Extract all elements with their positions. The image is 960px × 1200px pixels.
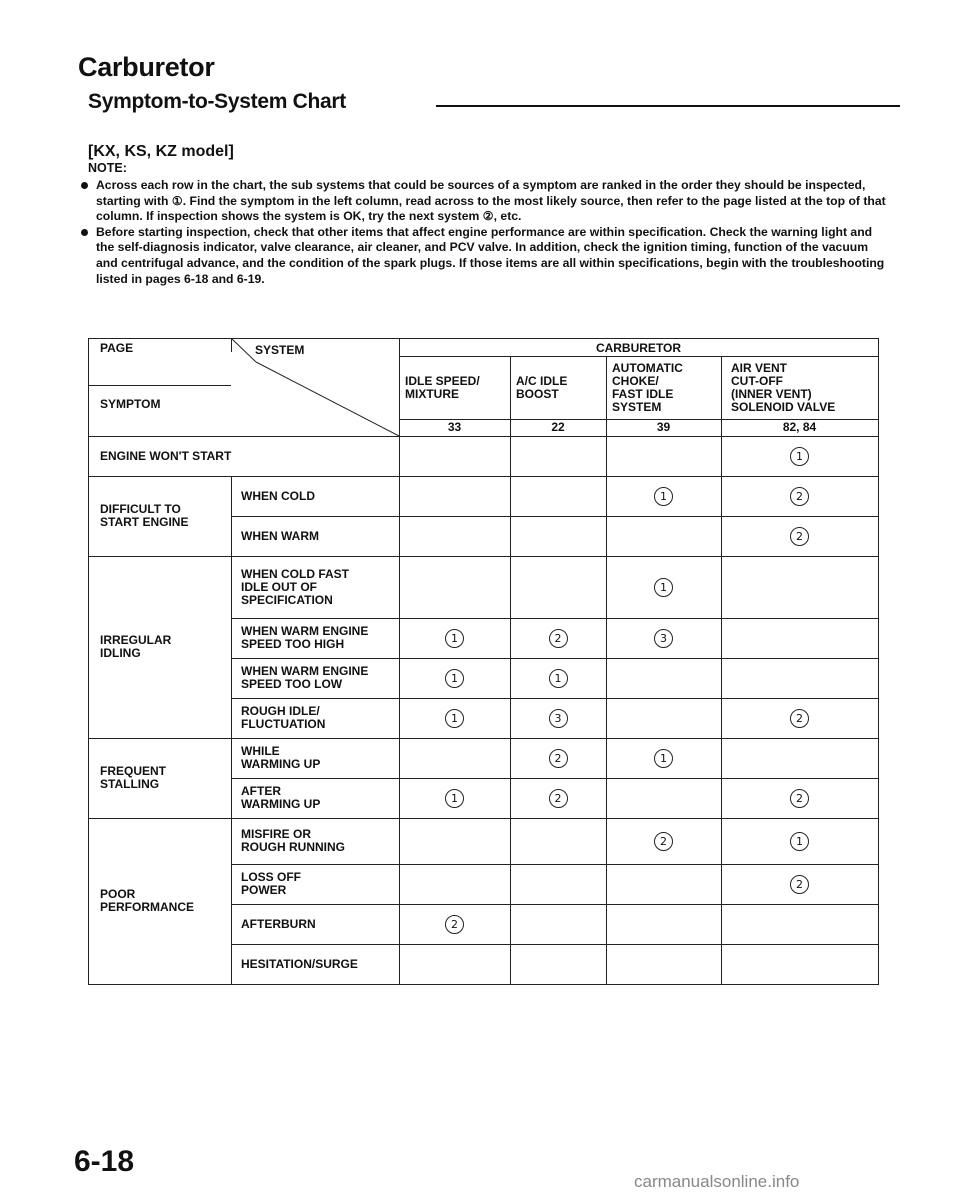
model-label: [KX, KS, KZ model] [88, 143, 234, 160]
rank-circle: 1 [549, 669, 568, 688]
rank-cell [721, 556, 878, 618]
rank-cell [510, 516, 606, 556]
rank-circle: 1 [445, 629, 464, 648]
rank-circle: 1 [654, 749, 673, 768]
rank-cell [510, 436, 606, 476]
rank-cell [606, 436, 721, 476]
rank-cell [606, 818, 721, 864]
rank-cell [721, 864, 878, 904]
rank-cell [606, 904, 721, 944]
rank-circle: 3 [549, 709, 568, 728]
symptom-sub-label: WHEN WARM ENGINE SPEED TOO HIGH [241, 624, 369, 651]
symptom-group-label: FREQUENT STALLING [100, 764, 166, 791]
rank-cell [721, 516, 878, 556]
rank-cell [399, 658, 510, 698]
sub-divider [231, 818, 232, 984]
bullet-icon [81, 182, 88, 189]
rank-circle: 2 [790, 527, 809, 546]
rank-circle: 1 [790, 832, 809, 851]
body-column-divider [721, 436, 722, 984]
rank-circle: 3 [654, 629, 673, 648]
rank-cell [721, 738, 878, 778]
rank-cell [510, 618, 606, 658]
symptom-group-label: IRREGULAR IDLING [100, 633, 172, 660]
rank-cell [606, 864, 721, 904]
body-column-divider [510, 436, 511, 984]
rank-cell [399, 436, 510, 476]
rank-cell [399, 944, 510, 984]
chart-subtitle: Symptom-to-System Chart [88, 90, 346, 113]
rank-cell [721, 944, 878, 984]
rank-cell [510, 658, 606, 698]
symptom-group-label: DIFFICULT TO START ENGINE [100, 502, 189, 529]
rank-cell [399, 698, 510, 738]
symptom-sub-label: WHEN WARM ENGINE SPEED TOO LOW [241, 664, 369, 691]
body-column-divider [399, 436, 400, 984]
rank-cell [606, 658, 721, 698]
rank-cell [510, 904, 606, 944]
sub-divider [231, 556, 232, 738]
rank-cell [721, 904, 878, 944]
symptom-group-label: ENGINE WON'T START [100, 448, 232, 463]
symptom-sub-label: LOSS OFF POWER [241, 870, 301, 897]
corner-page-label: PAGE [100, 340, 134, 355]
symptom-sub-label: HESITATION/SURGE [241, 956, 358, 971]
symptom-sub-label: WHEN COLD [241, 488, 315, 503]
symptom-sub-label: AFTERBURN [241, 916, 316, 931]
rank-cell [606, 698, 721, 738]
sub-divider [231, 476, 232, 556]
diagonal-line [256, 362, 399, 436]
rank-cell [721, 778, 878, 818]
corner-symptom-label: SYMPTOM [100, 396, 161, 411]
column-page: 39 [656, 420, 671, 434]
rank-cell [399, 516, 510, 556]
note-label: NOTE: [88, 161, 127, 175]
rank-cell [606, 556, 721, 618]
note-item [78, 225, 886, 287]
rank-circle: 2 [790, 875, 809, 894]
rank-cell [510, 738, 606, 778]
note-text: Across each row in the chart, the sub systems that could be sources of a symptom are ranked in the order they should be inspected, starting with ①. Find the symptom in the left column, read across to the most likely source, then refer to the page listed at the top of that column. If inspection shows the system is OK, try the next system ②, etc. [96, 178, 886, 224]
rank-cell [399, 618, 510, 658]
column-label: AUTOMATIC CHOKE/ FAST IDLE SYSTEM [612, 360, 683, 414]
rank-cell [721, 658, 878, 698]
bullet-icon [81, 229, 88, 236]
rank-circle: 2 [654, 832, 673, 851]
rank-circle: 2 [790, 709, 809, 728]
rank-cell [510, 864, 606, 904]
note-item [78, 178, 886, 225]
rank-cell [399, 738, 510, 778]
column-page: 22 [551, 420, 565, 434]
rank-cell [721, 698, 878, 738]
rank-circle: 2 [790, 487, 809, 506]
body-column-divider [606, 436, 607, 984]
symptom-sub-label: WHEN COLD FAST IDLE OUT OF SPECIFICATION [241, 566, 349, 607]
watermark: carmanualsonline.info [634, 1172, 800, 1191]
rank-circle: 2 [549, 789, 568, 808]
symptom-sub-label: MISFIRE OR ROUGH RUNNING [241, 827, 345, 854]
column-label: A/C IDLE BOOST [516, 373, 568, 401]
rank-cell [399, 556, 510, 618]
rank-cell [606, 476, 721, 516]
symptom-group-label: POOR PERFORMANCE [100, 887, 195, 914]
page-title: Carburetor [78, 52, 215, 82]
column-page: 33 [447, 420, 462, 434]
rank-cell [606, 738, 721, 778]
rank-circle: 2 [790, 789, 809, 808]
rank-circle: 1 [790, 447, 809, 466]
rank-circle: 2 [549, 749, 568, 768]
rank-circle: 2 [445, 915, 464, 934]
rank-cell [606, 516, 721, 556]
rank-cell [399, 818, 510, 864]
rank-circle: 1 [654, 487, 673, 506]
rank-cell [721, 818, 878, 864]
rank-circle: 1 [445, 709, 464, 728]
rank-cell [399, 904, 510, 944]
carburetor-group-header: CARBURETOR [595, 340, 682, 355]
rank-cell [510, 556, 606, 618]
symptom-sub-label: WHEN WARM [241, 528, 319, 543]
symptom-sub-label: ROUGH IDLE/ FLUCTUATION [241, 704, 326, 731]
rank-cell [510, 944, 606, 984]
notes-list [78, 178, 886, 287]
rank-cell [606, 618, 721, 658]
rank-circle: 2 [549, 629, 568, 648]
rank-cell [721, 436, 878, 476]
rank-circle: 1 [654, 578, 673, 597]
rank-cell [399, 476, 510, 516]
rank-circle: 1 [445, 789, 464, 808]
title-rule [436, 105, 900, 107]
note-text: Before starting inspection, check that other items that affect engine performance are within specification. Check the warning light and the self-diagnosis indicator, valve clearance, air cleaner, and PCV valve. In addition, check the ignition timing, function of the vacuum and centrifugal advance, and the condition of the spark plugs. If those items are all within specifications, begin with the troubleshooting listed in pages 6-18 and 6-19. [96, 224, 885, 286]
rank-circle: 1 [445, 669, 464, 688]
symptom-sub-label: AFTER WARMING UP [241, 784, 321, 811]
rank-cell [606, 944, 721, 984]
rank-cell [510, 778, 606, 818]
rank-cell [510, 476, 606, 516]
table-border-right [878, 338, 879, 985]
rank-cell [399, 778, 510, 818]
rank-cell [510, 818, 606, 864]
rank-cell [721, 476, 878, 516]
table-border-bottom [88, 984, 878, 985]
rank-cell [399, 864, 510, 904]
rank-cell [721, 618, 878, 658]
symptom-sub-label: WHILE WARMING UP [241, 744, 321, 771]
sub-divider [231, 738, 232, 818]
rank-cell [606, 778, 721, 818]
column-page: 82, 84 [782, 420, 817, 434]
rank-cell [510, 698, 606, 738]
corner-system-label: SYSTEM [255, 342, 305, 357]
column-label: AIR VENT CUT-OFF (INNER VENT) SOLENOID VALVE [731, 360, 836, 414]
column-label: IDLE SPEED/ MIXTURE [405, 373, 480, 401]
page-number: 6-18 [74, 1145, 135, 1178]
